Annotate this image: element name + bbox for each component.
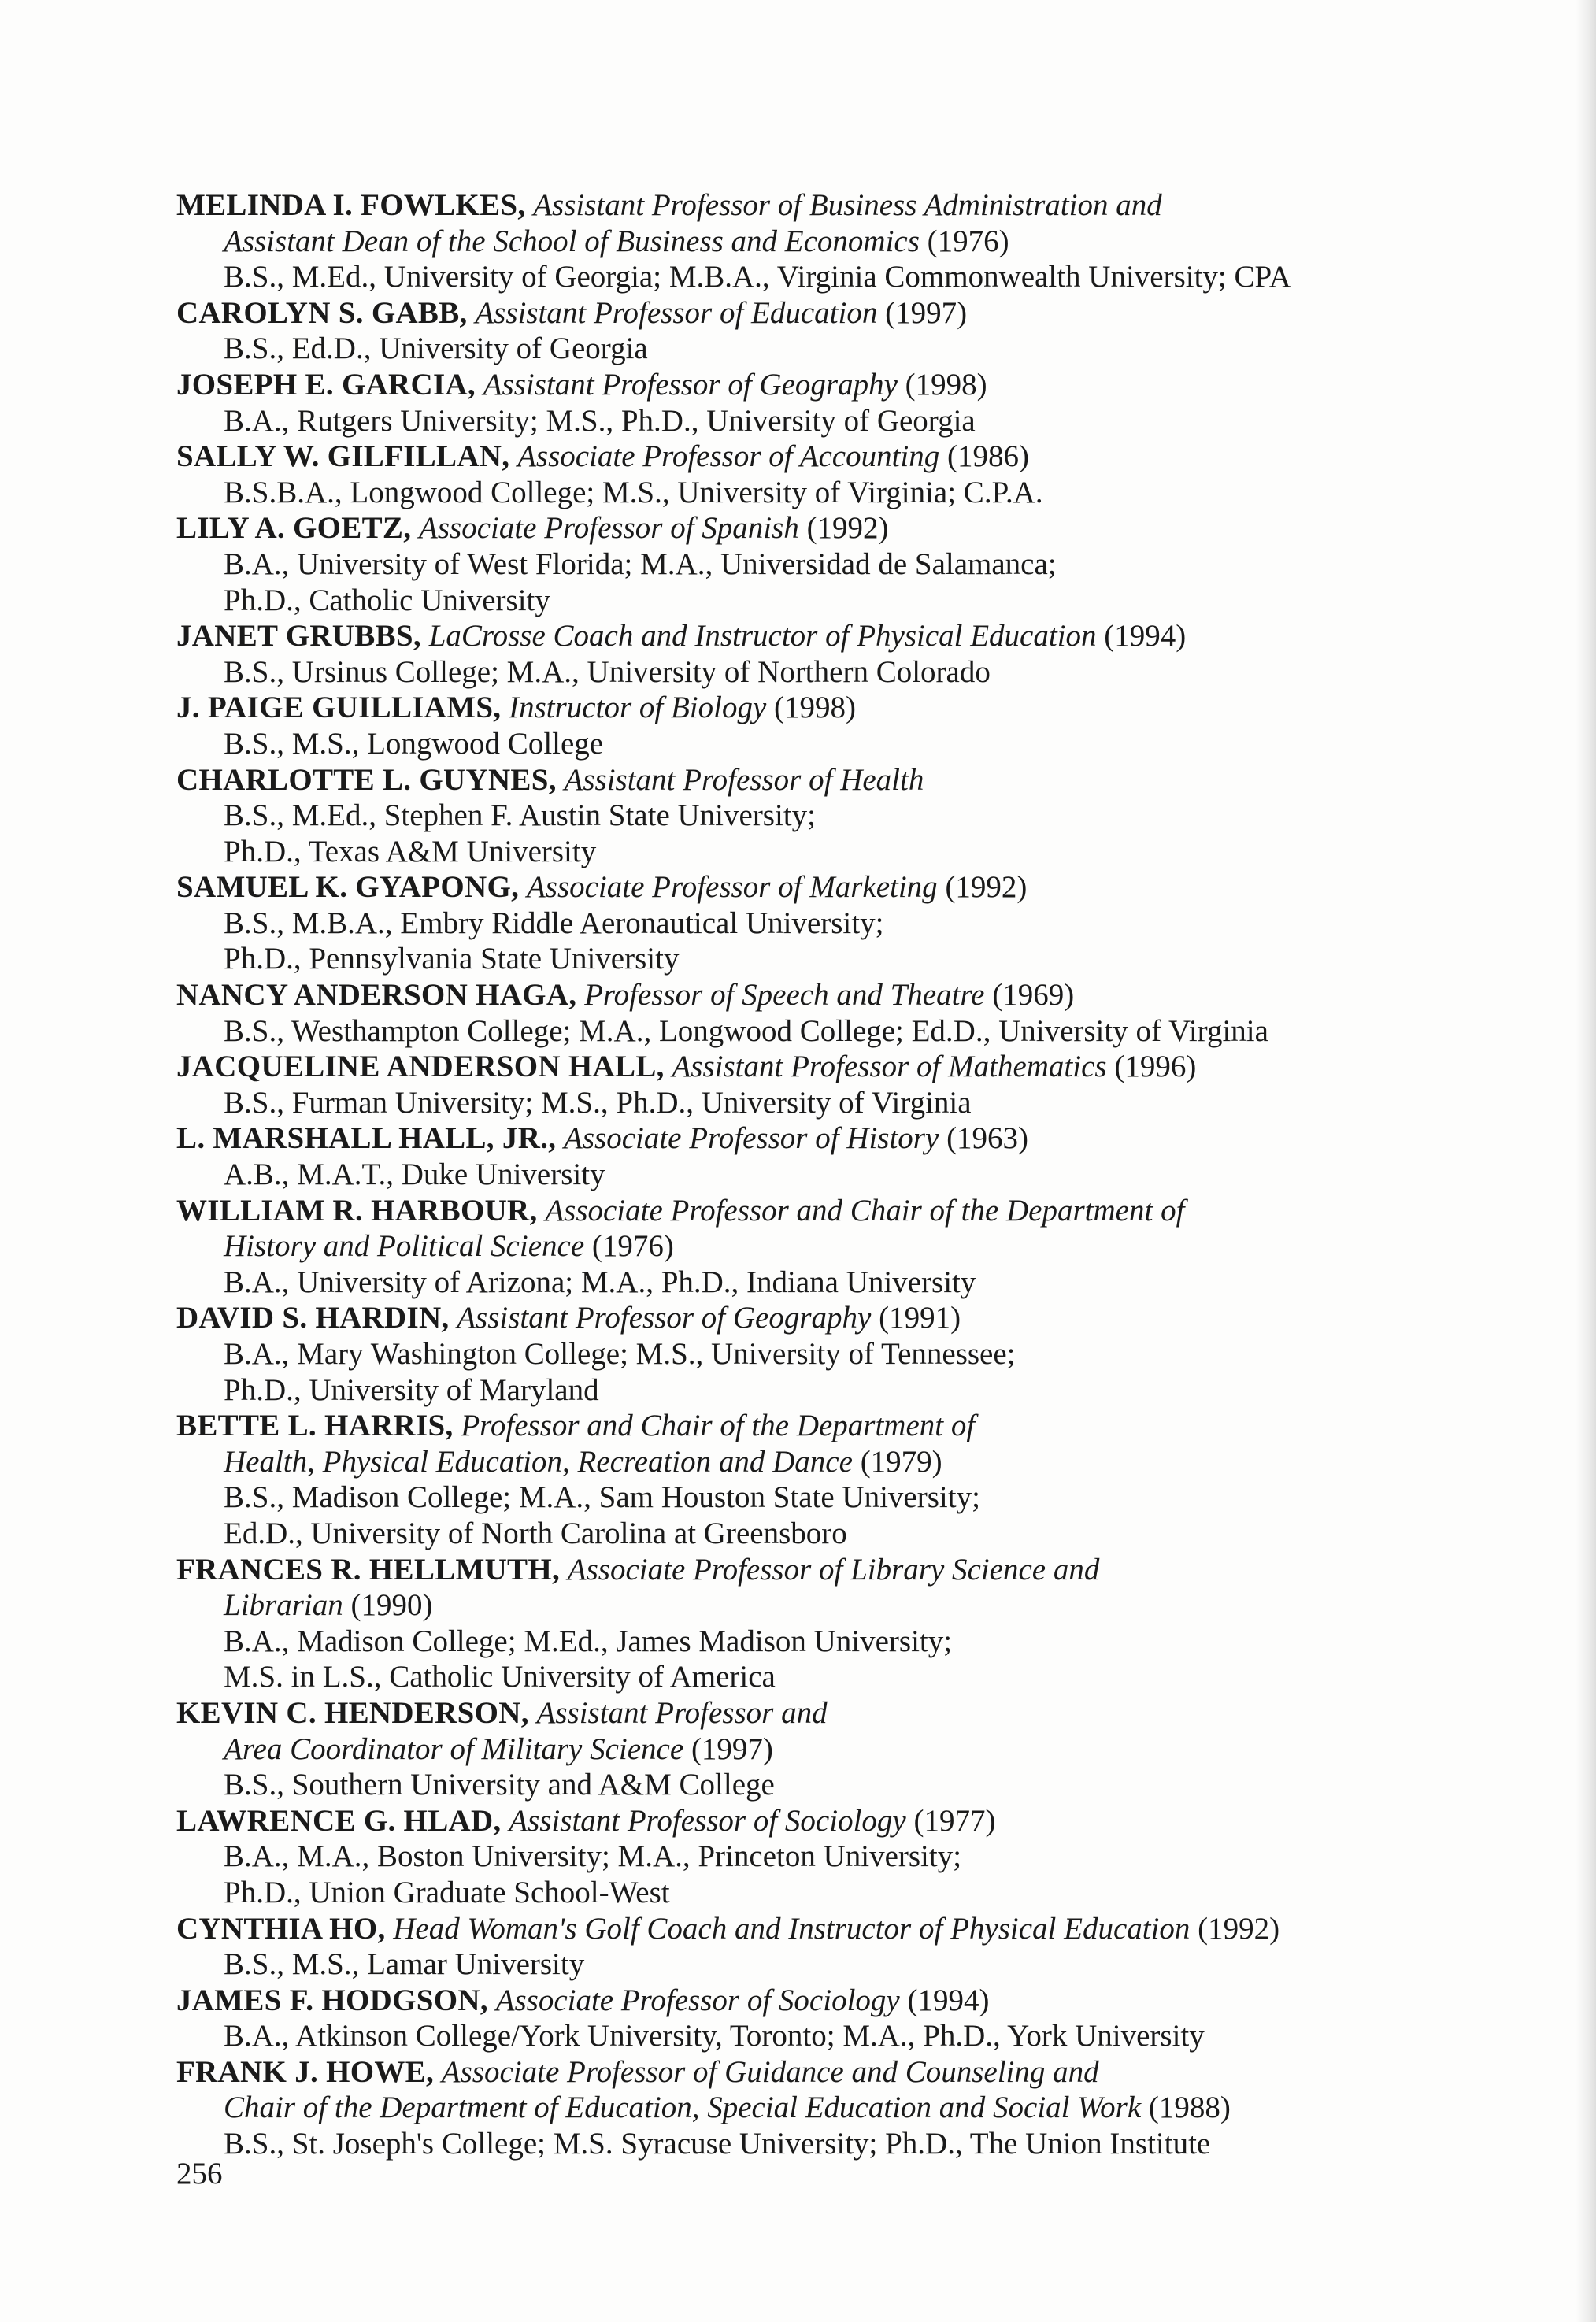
faculty-credentials: B.A., Rutgers University; M.S., Ph.D., University of Georgia xyxy=(224,403,976,438)
faculty-title: LaCrosse Coach and Instructor of Physical Education xyxy=(428,619,1097,654)
faculty-title: Assistant Professor of Sociology xyxy=(509,1803,906,1838)
appointment-year: (1994) xyxy=(1104,619,1187,654)
faculty-entry xyxy=(176,869,1436,977)
entry-heading-line xyxy=(176,510,1436,546)
entry-heading-line xyxy=(176,1695,1436,1731)
faculty-credentials: B.A., M.A., Boston University; M.A., Princeton University; xyxy=(224,1839,962,1874)
faculty-title: History and Political Science xyxy=(224,1229,585,1264)
entry-heading-line xyxy=(176,977,1436,1013)
faculty-credentials: B.A., Atkinson College/York University, Toronto; M.A., Ph.D., York University xyxy=(224,2019,1205,2054)
faculty-title: Health, Physical Education, Recreation and Dance xyxy=(224,1444,853,1479)
appointment-year: (1969) xyxy=(992,978,1075,1013)
entry-title-continuation xyxy=(176,1444,1436,1480)
entry-heading-line xyxy=(176,762,1436,798)
faculty-entry xyxy=(176,1408,1436,1551)
faculty-credentials: B.S., M.S., Longwood College xyxy=(224,726,604,761)
appointment-year: (1986) xyxy=(947,439,1029,474)
faculty-name: L. MARSHALL HALL, JR., xyxy=(176,1121,557,1156)
faculty-title: Instructor of Biology xyxy=(509,691,767,725)
faculty-credentials: B.A., Mary Washington College; M.S., University of Tennessee; xyxy=(224,1337,1016,1371)
faculty-title: Associate Professor and Chair of the Department of xyxy=(545,1193,1185,1228)
faculty-entry xyxy=(176,1911,1436,1983)
entry-heading-line xyxy=(176,439,1436,475)
faculty-credentials: Ed.D., University of North Carolina at Greensboro xyxy=(224,1516,847,1550)
entry-heading-line xyxy=(176,869,1436,905)
faculty-entry xyxy=(176,1120,1436,1192)
faculty-name: SALLY W. GILFILLAN, xyxy=(176,439,510,474)
faculty-entry xyxy=(176,977,1436,1049)
faculty-credentials: Ph.D., University of Maryland xyxy=(224,1372,599,1407)
faculty-title: Area Coordinator of Military Science xyxy=(224,1731,684,1766)
faculty-title: Professor of Speech and Theatre xyxy=(584,978,985,1013)
entry-heading-line xyxy=(176,1911,1436,1947)
faculty-name: LILY A. GOETZ, xyxy=(176,511,412,546)
faculty-entry xyxy=(176,1300,1436,1408)
faculty-name: BETTE L. HARRIS, xyxy=(176,1409,454,1443)
faculty-credentials: B.S., Southern University and A&M College xyxy=(224,1768,775,1802)
entry-heading-line xyxy=(176,187,1436,224)
faculty-title: Associate Professor of Sociology xyxy=(495,1983,900,2017)
faculty-title: Associate Professor of History xyxy=(564,1121,939,1156)
faculty-credentials: Ph.D., Texas A&M University xyxy=(224,834,597,868)
faculty-title: Assistant Professor of Geography xyxy=(457,1301,872,1335)
faculty-entry xyxy=(176,295,1436,367)
faculty-name: FRANCES R. HELLMUTH, xyxy=(176,1552,561,1587)
faculty-title: Assistant Professor and xyxy=(536,1695,828,1730)
faculty-name: JAMES F. HODGSON, xyxy=(176,1983,488,2017)
faculty-name: JOSEPH E. GARCIA, xyxy=(176,367,476,402)
faculty-credentials: B.S., St. Joseph's College; M.S. Syracuse University; Ph.D., The Union Institute xyxy=(224,2127,1211,2161)
appointment-year: (1976) xyxy=(927,224,1009,258)
faculty-title: Professor and Chair of the Department of xyxy=(461,1409,976,1443)
faculty-title: Associate Professor of Marketing xyxy=(526,870,938,905)
faculty-entry xyxy=(176,1193,1436,1301)
faculty-entry xyxy=(176,1803,1436,1911)
faculty-credentials: B.S.B.A., Longwood College; M.S., University of Virginia; C.P.A. xyxy=(224,475,1043,509)
faculty-name: NANCY ANDERSON HAGA, xyxy=(176,978,577,1013)
faculty-name: MELINDA I. FOWLKES, xyxy=(176,188,526,222)
entry-heading-line xyxy=(176,1983,1436,2019)
faculty-credentials: B.S., Ed.D., University of Georgia xyxy=(224,331,648,366)
entry-heading-line xyxy=(176,1552,1436,1588)
entry-heading-line xyxy=(176,1408,1436,1444)
faculty-title: Associate Professor of Accounting xyxy=(517,439,940,474)
entry-heading-line xyxy=(176,1803,1436,1839)
faculty-credentials: B.S., Madison College; M.A., Sam Houston State University; xyxy=(224,1480,980,1515)
faculty-title: Assistant Dean of the School of Business and Economics xyxy=(224,224,920,258)
faculty-credentials: B.S., Westhampton College; M.A., Longwood College; Ed.D., University of Virginia xyxy=(224,1013,1268,1048)
entry-heading-line xyxy=(176,295,1436,331)
faculty-entry xyxy=(176,690,1436,761)
appointment-year: (1963) xyxy=(946,1121,1029,1156)
faculty-credentials: B.S., Ursinus College; M.A., University of Northern Colorado xyxy=(224,654,991,689)
faculty-credentials: B.A., Madison College; M.Ed., James Madison University; xyxy=(224,1624,953,1658)
faculty-entry xyxy=(176,2054,1436,2162)
appointment-year: (1991) xyxy=(879,1301,961,1335)
faculty-credentials: B.S., Furman University; M.S., Ph.D., University of Virginia xyxy=(224,1085,972,1120)
page-edge-shadow xyxy=(1576,0,1596,2322)
page-number: 256 xyxy=(176,2157,223,2191)
faculty-title: Associate Professor of Library Science and xyxy=(567,1552,1100,1587)
faculty-title: Assistant Professor of Geography xyxy=(483,367,898,402)
faculty-credentials: B.S., M.Ed., Stephen F. Austin State University; xyxy=(224,798,816,833)
faculty-name: KEVIN C. HENDERSON, xyxy=(176,1695,529,1730)
faculty-title: Assistant Professor of Mathematics xyxy=(672,1050,1107,1084)
faculty-title: Associate Professor of Guidance and Counseling and xyxy=(441,2054,1099,2089)
appointment-year: (1988) xyxy=(1148,2091,1231,2125)
faculty-title: Head Woman's Golf Coach and Instructor of Physical Education xyxy=(393,1911,1191,1946)
entry-title-continuation xyxy=(176,1228,1436,1265)
faculty-name: J. PAIGE GUILLIAMS, xyxy=(176,691,502,725)
faculty-credentials: M.S. in L.S., Catholic University of America xyxy=(224,1660,776,1694)
faculty-credentials: B.A., University of West Florida; M.A., Universidad de Salamanca; xyxy=(224,546,1057,581)
faculty-entry xyxy=(176,1049,1436,1120)
faculty-credentials: B.S., M.B.A., Embry Riddle Aeronautical University; xyxy=(224,905,884,940)
entry-heading-line xyxy=(176,367,1436,403)
entry-heading-line xyxy=(176,1120,1436,1157)
appointment-year: (1997) xyxy=(885,295,968,330)
appointment-year: (1998) xyxy=(905,367,987,402)
faculty-name: LAWRENCE G. HLAD, xyxy=(176,1803,502,1838)
appointment-year: (1990) xyxy=(350,1588,433,1623)
faculty-entry xyxy=(176,1695,1436,1803)
faculty-entry xyxy=(176,1983,1436,2054)
appointment-year: (1998) xyxy=(774,691,856,725)
faculty-entry xyxy=(176,1552,1436,1695)
faculty-listing xyxy=(176,187,1436,2162)
appointment-year: (1994) xyxy=(907,1983,990,2017)
entry-heading-line xyxy=(176,2054,1436,2091)
entry-heading-line xyxy=(176,618,1436,654)
faculty-entry xyxy=(176,762,1436,870)
entry-title-continuation xyxy=(176,1731,1436,1768)
faculty-credentials: B.S., M.Ed., University of Georgia; M.B.A., Virginia Commonwealth University; CPA xyxy=(224,260,1291,294)
faculty-name: FRANK J. HOWE, xyxy=(176,2054,435,2089)
faculty-entry xyxy=(176,367,1436,439)
appointment-year: (1992) xyxy=(1198,1911,1280,1946)
faculty-credentials: Ph.D., Pennsylvania State University xyxy=(224,942,680,976)
appointment-year: (1992) xyxy=(806,511,889,546)
faculty-entry xyxy=(176,187,1436,295)
faculty-name: CAROLYN S. GABB, xyxy=(176,295,468,330)
faculty-entry xyxy=(176,618,1436,690)
faculty-credentials: B.A., University of Arizona; M.A., Ph.D., Indiana University xyxy=(224,1265,976,1299)
appointment-year: (1979) xyxy=(860,1444,942,1479)
faculty-title: Assistant Professor of Business Administration and xyxy=(533,188,1162,222)
entry-heading-line xyxy=(176,1300,1436,1336)
faculty-credentials: Ph.D., Catholic University xyxy=(224,583,550,617)
appointment-year: (1976) xyxy=(591,1229,674,1264)
entry-heading-line xyxy=(176,690,1436,726)
appointment-year: (1992) xyxy=(945,870,1028,905)
appointment-year: (1997) xyxy=(691,1731,773,1766)
faculty-title: Assistant Professor of Health xyxy=(564,762,924,797)
faculty-name: WILLIAM R. HARBOUR, xyxy=(176,1193,538,1228)
faculty-title: Librarian xyxy=(224,1588,343,1623)
faculty-credentials: Ph.D., Union Graduate School-West xyxy=(224,1875,670,1909)
faculty-entry xyxy=(176,439,1436,510)
entry-title-continuation xyxy=(176,224,1436,260)
faculty-name: JANET GRUBBS, xyxy=(176,619,421,654)
entry-title-continuation xyxy=(176,1587,1436,1624)
appointment-year: (1977) xyxy=(913,1803,996,1838)
faculty-title: Associate Professor of Spanish xyxy=(419,511,799,546)
faculty-title: Assistant Professor of Education xyxy=(475,295,878,330)
faculty-name: CYNTHIA HO, xyxy=(176,1911,386,1946)
faculty-title: Chair of the Department of Education, Special Education and Social Work xyxy=(224,2091,1142,2125)
faculty-credentials: A.B., M.A.T., Duke University xyxy=(224,1157,605,1192)
faculty-name: CHARLOTTE L. GUYNES, xyxy=(176,762,557,797)
entry-heading-line xyxy=(176,1049,1436,1085)
faculty-name: DAVID S. HARDIN, xyxy=(176,1301,450,1335)
entry-title-continuation xyxy=(176,2090,1436,2126)
appointment-year: (1996) xyxy=(1114,1050,1197,1084)
faculty-credentials: B.S., M.S., Lamar University xyxy=(224,1947,585,1982)
faculty-name: SAMUEL K. GYAPONG, xyxy=(176,870,520,905)
faculty-name: JACQUELINE ANDERSON HALL, xyxy=(176,1050,665,1084)
faculty-entry xyxy=(176,510,1436,618)
entry-heading-line xyxy=(176,1193,1436,1229)
